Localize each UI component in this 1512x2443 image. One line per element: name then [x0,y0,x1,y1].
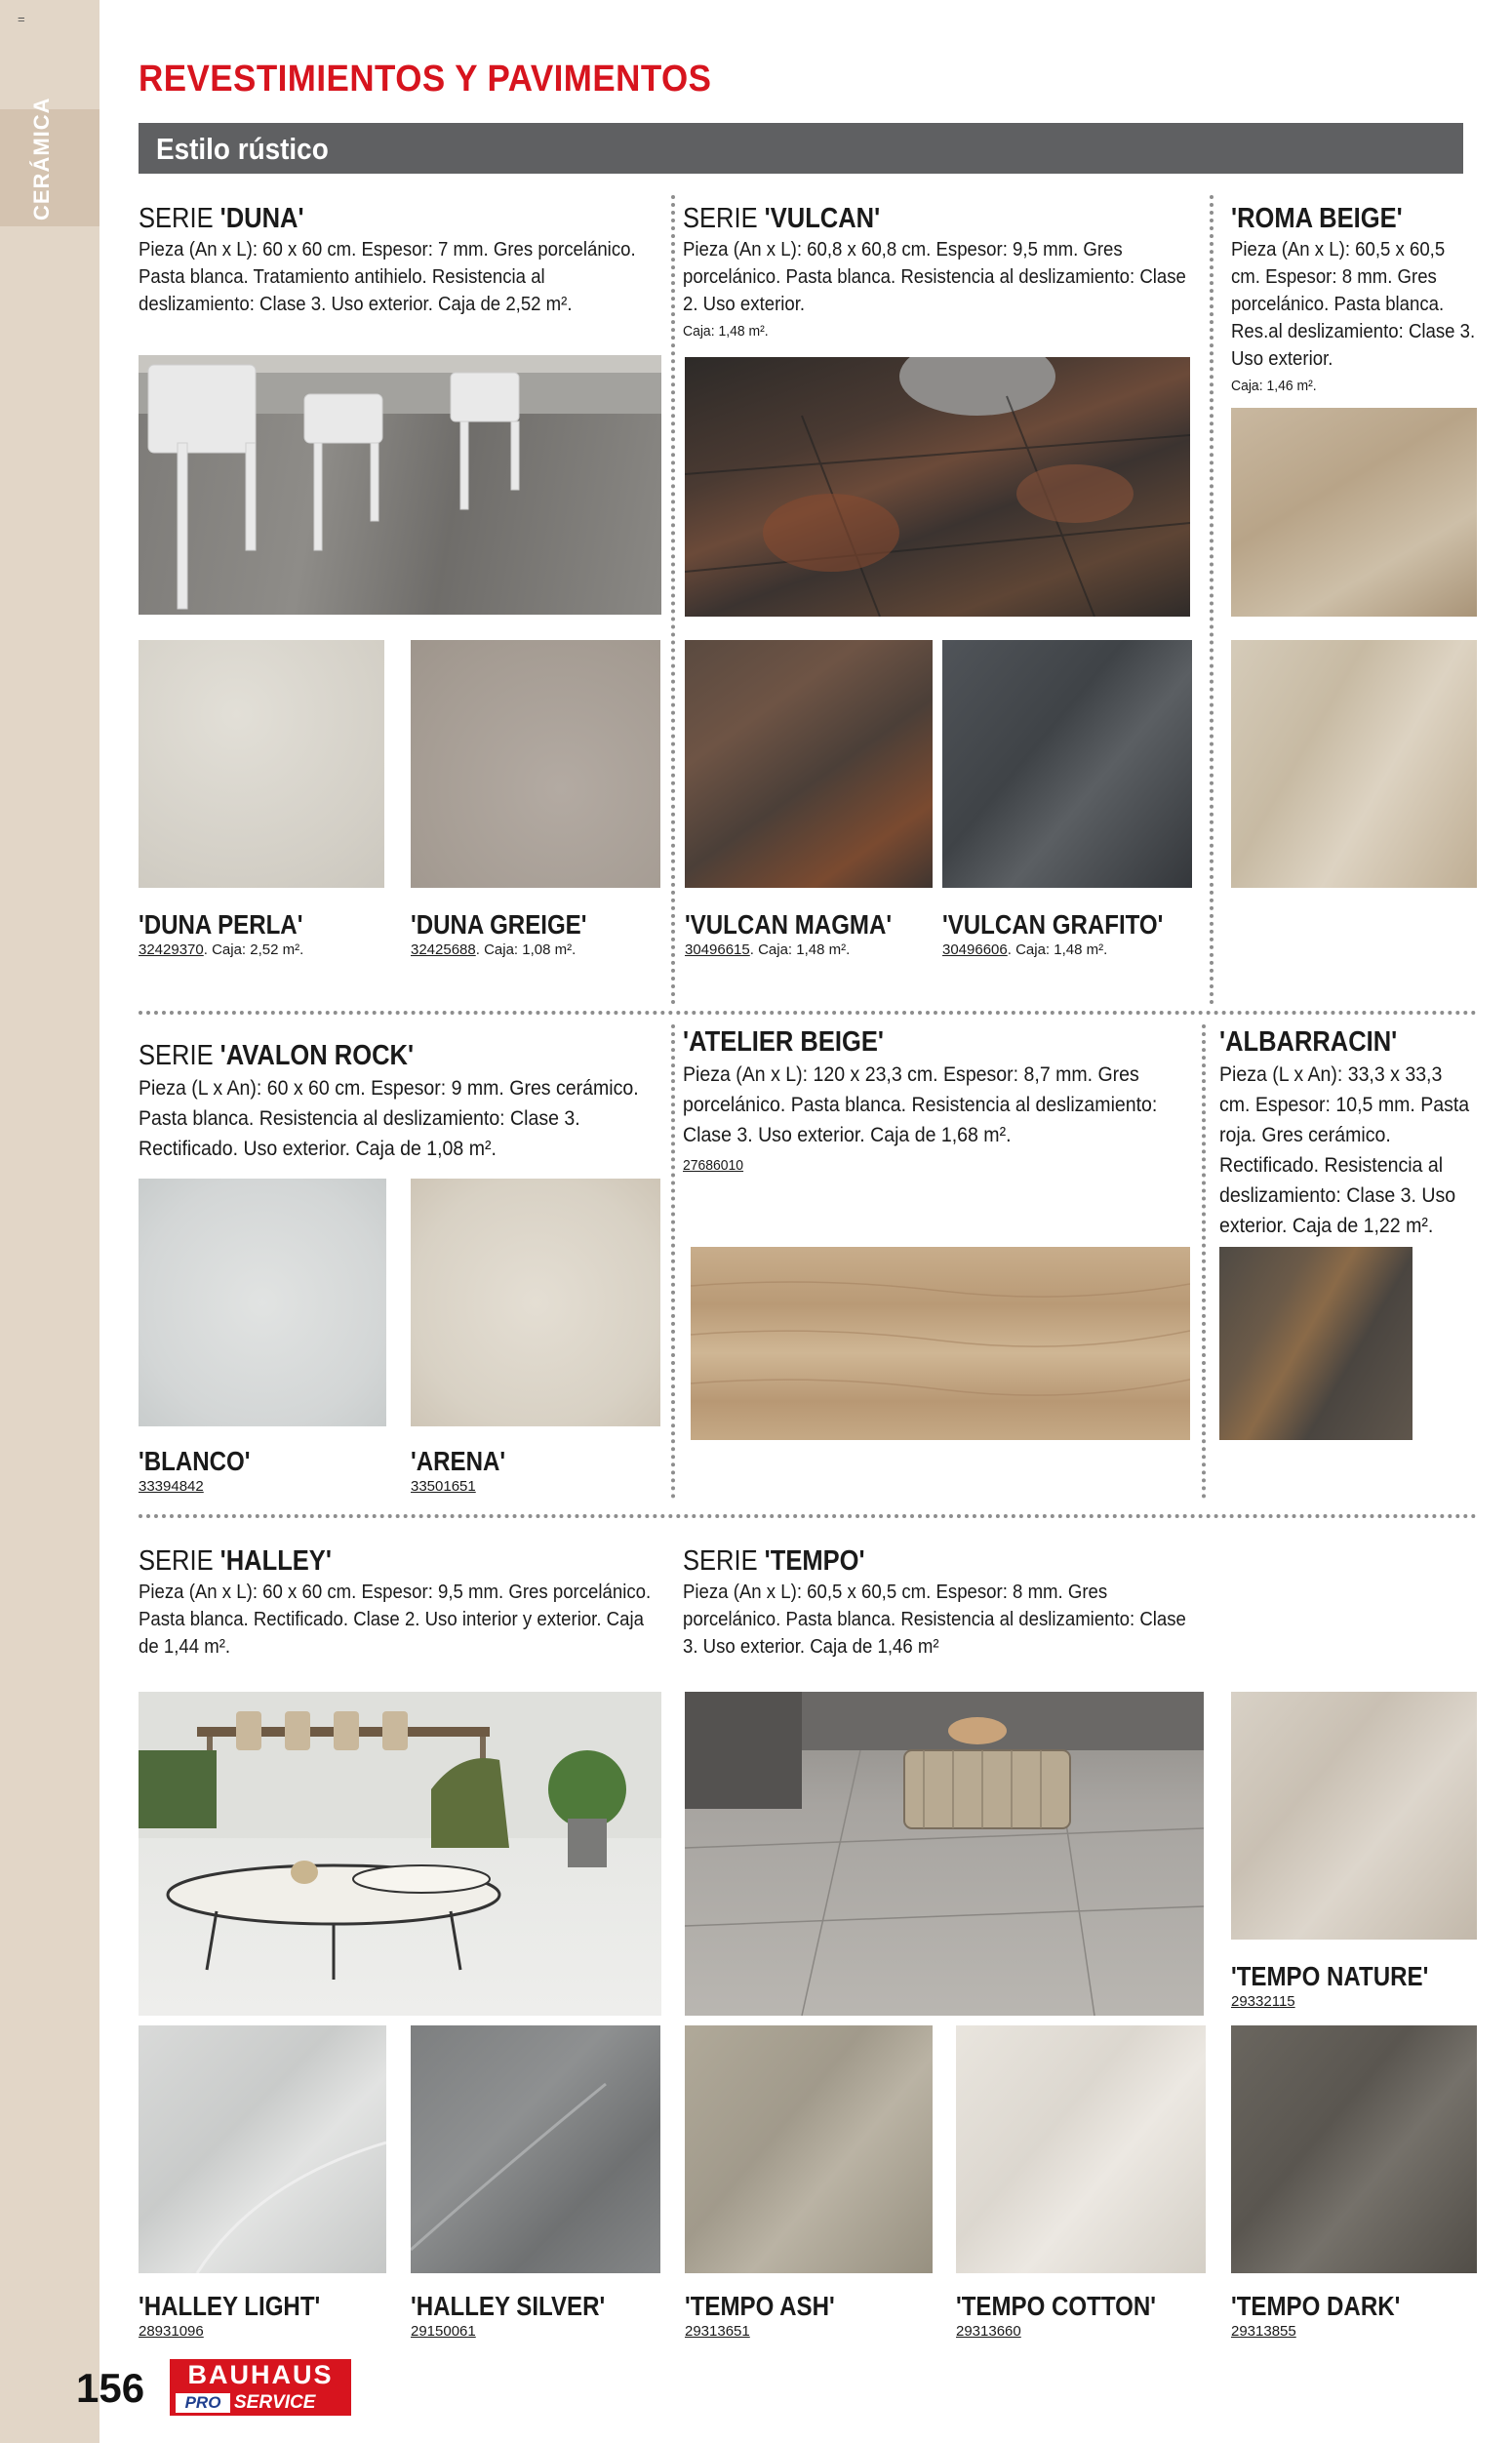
product-avalon-rock [139,1038,652,1164]
product-vulcan [683,201,1190,345]
tempo-dark-swatch [1231,2025,1477,2273]
halley-light-swatch [139,2025,386,2273]
variant-avalon-blanco: 'BLANCO' 33394842 [139,1446,251,1495]
variant-vulcan-grafito: 'VULCAN GRAFITO' 30496606. Caja: 1,48 m². [942,909,1164,958]
divider [671,195,675,1005]
tempo-ash-swatch [685,2025,933,2273]
divider [671,1024,675,1499]
product-code: 29313660 [956,2323,1021,2340]
sidebar [0,0,99,2443]
divider [139,1011,1477,1015]
divider [139,1514,1477,1518]
divider [1210,195,1214,1005]
product-description: Pieza (An x L): 60 x 60 cm. Espesor: 9,5 mm. Gres porcelánico. Pasta blanca. Rectificado. Clase 2. Uso interior y exterior. Caja de 1,44 m². [139,1582,652,1658]
variant-tempo-cotton: 'TEMPO COTTON' 29313660 [956,2291,1156,2340]
page-title: REVESTIMIENTOS Y PAVIMENTOS [139,59,712,100]
product-title: 'ALBARRACIN' [1219,1026,1398,1058]
section-title: Estilo rústico [156,132,329,166]
avalon-arena-swatch [411,1179,660,1426]
product-code: 32429370 [139,941,204,958]
product-title: SERIE 'AVALON ROCK' [139,1040,415,1071]
product-roma-beige [1231,201,1475,429]
sidebar-mark: = [18,12,25,26]
variant-halley-silver: 'HALLEY SILVER' 29150061 [411,2291,606,2340]
product-description: Pieza (L x An): 33,3 x 33,3 cm. Espesor: 10,5 mm. Pasta roja. Gres cerámico. Rectificado. Resistencia al deslizamiento: Clase 3. Uso exterior. Caja de 1,22 m². [1219,1060,1474,1273]
product-code: 27686010 [683,1157,744,1174]
variant-vulcan-magma: 'VULCAN MAGMA' 30496615. Caja: 1,48 m². [685,909,893,958]
avalon-blanco-swatch [139,1179,386,1426]
variant-duna-perla: 'DUNA PERLA' 32429370. Caja: 2,52 m². [139,909,304,958]
product-halley [139,1543,652,1661]
product-code: 30496606 [942,941,1008,958]
vulcan-grafito-swatch [942,640,1192,888]
product-atelier-beige [683,1024,1171,1180]
product-title: SERIE 'VULCAN' [683,203,881,234]
product-description: Pieza (An x L): 60 x 60 cm. Espesor: 7 mm. Gres porcelánico. Pasta blanca. Tratamiento antihielo. Resistencia al deslizamiento: Clase 3. Uso exterior. Caja de 2,52 m². [139,239,636,315]
product-code: 30496615 [685,941,750,958]
divider [1202,1024,1206,1499]
product-code: 32425688 [411,941,476,958]
variant-tempo-dark: 'TEMPO DARK' 29313855 [1231,2291,1401,2340]
tempo-cotton-swatch [956,2025,1206,2273]
product-description: Pieza (An x L): 60,5 x 60,5 cm. Espesor: 8 mm. Gres porcelánico. Pasta blanca. Res.al deslizamiento: Clase 3. Uso exterior. [1231,239,1476,370]
product-description: Pieza (An x L): 120 x 23,3 cm. Espesor: 8,7 mm. Gres porcelánico. Pasta blanca. Resistencia al deslizamiento: Clase 3. Uso exterior. Caja de 1,68 m². [683,1063,1158,1146]
vulcan-magma-swatch [685,640,933,888]
duna-greige-swatch [411,640,660,888]
product-caja: Caja: 1,46 m². [1231,378,1317,394]
product-title: SERIE 'HALLEY' [139,1545,332,1577]
product-code: 33501651 [411,1478,476,1495]
duna-perla-swatch [139,640,384,888]
product-title: 'ATELIER BEIGE' [683,1026,884,1058]
product-duna [139,201,652,318]
variant-avalon-arena: 'ARENA' 33501651 [411,1446,506,1495]
product-albarracin [1219,1024,1473,1273]
product-description: Pieza (An x L): 60,5 x 60,5 cm. Espesor: 8 mm. Gres porcelánico. Pasta blanca. Resistencia al deslizamiento: Clase 3. Uso exterior. Caja de 1,46 m² [683,1582,1186,1658]
product-title: 'ROMA BEIGE' [1231,203,1403,234]
variant-duna-greige: 'DUNA GREIGE' 32425688. Caja: 1,08 m². [411,909,587,958]
albarracin-swatch [1219,1247,1413,1440]
variant-tempo-ash: 'TEMPO ASH' 29313651 [685,2291,835,2340]
product-code: 29150061 [411,2323,476,2340]
halley-silver-swatch [411,2025,660,2273]
duna-ambient-photo [139,355,661,615]
atelier-beige-swatch [691,1247,1190,1440]
product-title: SERIE 'DUNA' [139,203,304,234]
section-bar [139,123,1463,174]
product-code: 29313651 [685,2323,750,2340]
tempo-nature-swatch [1231,1692,1477,1940]
bauhaus-logo: BAUHAUS PRO SERVICE [170,2359,351,2416]
variant-halley-light: 'HALLEY LIGHT' 28931096 [139,2291,321,2340]
product-tempo [683,1543,1190,1661]
vulcan-ambient-photo [685,357,1190,617]
product-code: 29313855 [1231,2323,1296,2340]
product-caja: Caja: 1,48 m². [683,323,769,340]
roma-beige-ambient-photo [1231,408,1477,617]
product-description: Pieza (L x An): 60 x 60 cm. Espesor: 9 mm. Gres cerámico. Pasta blanca. Resistencia al deslizamiento: Clase 3. Rectificado. Uso exterior. Caja de 1,08 m². [139,1077,639,1160]
tempo-ambient-photo [685,1692,1204,2016]
product-title: SERIE 'TEMPO' [683,1545,865,1577]
roma-beige-swatch [1231,640,1477,888]
category-label: CERÁMICA [29,97,54,220]
product-code: 33394842 [139,1478,204,1495]
variant-tempo-nature: 'TEMPO NATURE' 29332115 [1231,1961,1429,2010]
halley-ambient-photo [139,1692,661,2016]
product-code: 29332115 [1231,1993,1295,2010]
product-code: 28931096 [139,2323,204,2340]
product-description: Pieza (An x L): 60,8 x 60,8 cm. Espesor: 9,5 mm. Gres porcelánico. Pasta blanca. Resistencia al deslizamiento: Clase 2. Uso exterior. [683,239,1186,315]
page-number: 156 [76,2365,145,2411]
